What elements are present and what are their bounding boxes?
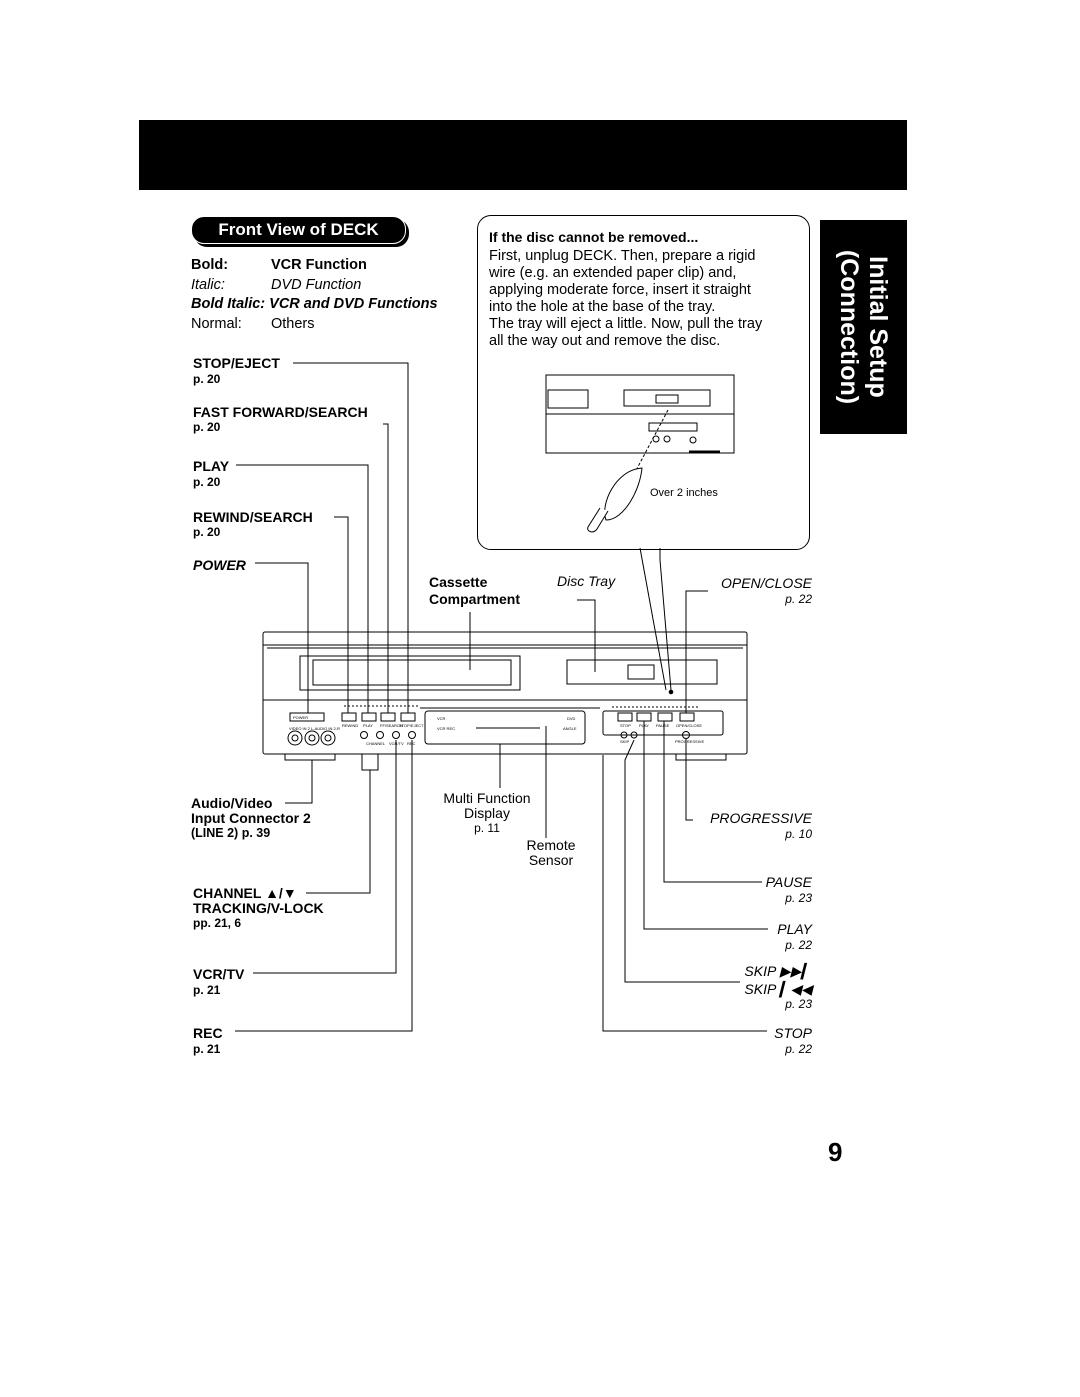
disc-note-heading: If the disc cannot be removed... bbox=[489, 229, 699, 245]
power-btn-text: POWER bbox=[293, 715, 309, 720]
channel-page: pp. 21, 6 bbox=[193, 916, 242, 930]
pause-page: p. 23 bbox=[785, 891, 812, 905]
multi-line2: Display bbox=[464, 805, 510, 821]
legend-bold-value: VCR Function bbox=[271, 257, 367, 273]
stop-label: STOP bbox=[774, 1025, 812, 1041]
stop-eject-page: p. 20 bbox=[193, 372, 221, 386]
side-tab-line1: Initial Setup bbox=[864, 256, 893, 398]
disc-tray-label: Disc Tray bbox=[557, 573, 616, 589]
dvd-open-text: OPEN/CLOSE bbox=[676, 723, 703, 728]
vcrtv-label: VCR/TV bbox=[193, 966, 245, 982]
channel-label bbox=[193, 886, 324, 931]
legend-bold-key: Bold: bbox=[191, 257, 229, 273]
channel-line2: TRACKING/V-LOCK bbox=[193, 900, 324, 916]
rewind-label: REWIND/SEARCH bbox=[193, 509, 313, 525]
av-input-line2: Input Connector 2 bbox=[191, 810, 311, 826]
legend-bolditalic-value: VCR and DVD Functions bbox=[269, 296, 438, 312]
legend-italic-key: Italic: bbox=[191, 276, 225, 293]
channel-down-button[interactable] bbox=[361, 732, 368, 739]
dvd-pause-text: PAUSE bbox=[656, 723, 670, 728]
audio-r-jack bbox=[321, 731, 335, 745]
disc-note-line: wire (e.g. an extended paper clip) and, bbox=[489, 265, 737, 281]
dvd-play-label: PLAY bbox=[777, 921, 812, 937]
progressive-panel-text: PROGRESSIVE bbox=[675, 739, 705, 744]
open-close-label: OPEN/CLOSE bbox=[720, 575, 812, 591]
channel-line1: CHANNEL ▲/▼ bbox=[193, 885, 297, 901]
remote-line1: Remote bbox=[526, 837, 576, 853]
section-title: Front View of DECK bbox=[191, 216, 406, 244]
vcrtv-button[interactable] bbox=[393, 732, 400, 739]
ff-search-button[interactable] bbox=[381, 713, 395, 721]
remote-sensor-label bbox=[516, 838, 586, 868]
vcr-play-label: PLAY bbox=[193, 458, 230, 474]
video-in-jack bbox=[288, 731, 302, 745]
av-input-line1: Audio/Video bbox=[191, 795, 273, 811]
stop-eject-button[interactable] bbox=[401, 713, 415, 721]
rew-text: REWIND bbox=[342, 723, 359, 728]
multi-function-label bbox=[433, 791, 541, 836]
rec-page: p. 21 bbox=[193, 1042, 221, 1056]
skip-fwd-label: SKIP ▶▶▎ bbox=[744, 963, 812, 979]
power-label: POWER bbox=[193, 557, 246, 573]
dvd-stop-button[interactable] bbox=[618, 713, 632, 721]
progressive-page: p. 10 bbox=[785, 827, 812, 841]
play-button[interactable] bbox=[362, 713, 376, 721]
compartment-label: Compartment bbox=[429, 591, 521, 607]
vcrtv-text: VCR/TV bbox=[389, 741, 404, 746]
disc-note-line: into the hole at the base of the tray. bbox=[489, 299, 716, 315]
stop-eject-text: STOP/EJECT bbox=[399, 723, 424, 728]
page-number: 9 bbox=[828, 1137, 843, 1167]
legend-normal-key: Normal: bbox=[191, 315, 242, 332]
dvd-play-text: PLAY bbox=[639, 723, 649, 728]
pause-label: PAUSE bbox=[765, 874, 812, 890]
disc-note-line: The tray will eject a little. Now, pull the tray bbox=[489, 316, 763, 332]
dvd-text: DVD bbox=[567, 716, 576, 721]
rec-label: REC bbox=[193, 1025, 223, 1041]
channel-up-button[interactable] bbox=[377, 732, 384, 739]
rewind-button[interactable] bbox=[342, 713, 356, 721]
multi-page: p. 11 bbox=[474, 821, 500, 835]
av-input-line3: (LINE 2) p. 39 bbox=[191, 826, 271, 840]
dvd-play-button[interactable] bbox=[637, 713, 651, 721]
disc-note-line: all the way out and remove the disc. bbox=[489, 333, 721, 349]
deck-body bbox=[263, 632, 747, 754]
remote-line2: Sensor bbox=[528, 852, 574, 868]
vcr-play-page: p. 20 bbox=[193, 475, 221, 489]
disc-note-line: applying moderate force, insert it straight bbox=[489, 282, 751, 298]
angle-text: ANGLE bbox=[563, 726, 577, 731]
rec-button[interactable] bbox=[409, 732, 416, 739]
cassette-label: Cassette bbox=[429, 574, 488, 590]
multi-line1: Multi Function bbox=[443, 790, 531, 806]
audio-l-jack bbox=[305, 731, 319, 745]
over-2-inches-label: Over 2 inches bbox=[650, 487, 718, 499]
av-input-label bbox=[191, 796, 311, 841]
open-close-button[interactable] bbox=[680, 713, 694, 721]
stop-page: p. 22 bbox=[785, 1042, 812, 1056]
vcrtv-page: p. 21 bbox=[193, 983, 221, 997]
skip-page: p. 23 bbox=[785, 997, 812, 1011]
disc-note-line: First, unplug DECK. Then, prepare a rigid bbox=[489, 248, 756, 264]
skip-text: SKIP bbox=[620, 739, 630, 744]
dvd-play-page: p. 22 bbox=[785, 938, 812, 952]
vcr-rec-text: VCR REC bbox=[437, 726, 456, 731]
dvd-stop-text: STOP bbox=[620, 723, 631, 728]
side-tab-line2: (Connection) bbox=[835, 249, 864, 405]
rewind-page: p. 20 bbox=[193, 525, 221, 539]
disc-tray bbox=[567, 660, 717, 684]
channel-text: CHANNEL bbox=[366, 741, 386, 746]
ff-text: FF/SEARCH bbox=[380, 723, 403, 728]
ff-search-page: p. 20 bbox=[193, 420, 221, 434]
rec-text: REC bbox=[407, 741, 416, 746]
legend-italic-value: DVD Function bbox=[271, 276, 362, 293]
progressive-label: PROGRESSIVE bbox=[710, 810, 812, 826]
dvd-pause-button[interactable] bbox=[658, 713, 672, 721]
skip-back-label: SKIP ▎◀◀ bbox=[744, 981, 812, 997]
legend-normal-value: Others bbox=[271, 315, 315, 332]
stop-eject-label: STOP/EJECT bbox=[193, 355, 280, 371]
ff-search-label: FAST FORWARD/SEARCH bbox=[193, 404, 368, 420]
play-text: PLAY bbox=[363, 723, 373, 728]
open-close-page: p. 22 bbox=[785, 592, 812, 606]
av-jacks-text: VIDEO IN 2 L-AUDIO IN 2-R bbox=[289, 726, 340, 731]
legend-bolditalic-key: Bold Italic: bbox=[191, 296, 266, 312]
vcr-text: VCR bbox=[437, 716, 446, 721]
inset-disc-tray bbox=[624, 390, 710, 406]
